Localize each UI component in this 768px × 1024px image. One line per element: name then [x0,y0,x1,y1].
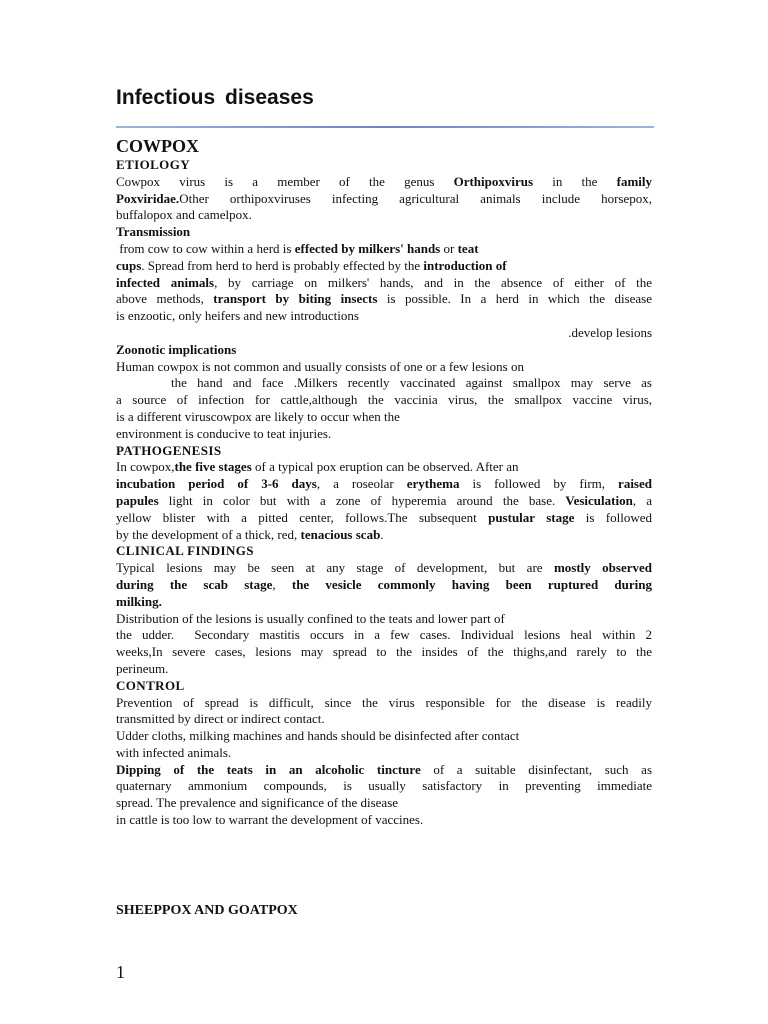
etiology-line: buffalopox and camelpox. [116,207,252,223]
pathogenesis-line: papules light in color but with a zone of hyperemia around the base. Vesiculation, a [116,492,652,508]
transmission-line: cups. Spread from herd to herd is probably effected by the introduction of [116,257,507,273]
clinical-line: Distribution of the lesions is usually confined to the teats and lower part of [116,610,505,626]
etiology-line: Poxviridae.Other orthipoxviruses infecting agricultural animals include horsepox, [116,190,652,206]
header-title: Infectious diseases [116,86,314,109]
transmission-line: above methods, transport by biting insects is possible. In a herd in which the disease [116,291,652,307]
control-line: in cattle is too low to warrant the development of vaccines. [116,812,424,828]
control-line: Prevention of spread is difficult, since the virus responsible for the disease is readily [116,694,652,710]
control-line: transmitted by direct or indirect contact. [116,711,325,727]
transmission-heading: Transmission [116,224,191,240]
pathogenesis-line: incubation period of 3-6 days, a roseolar erythema is followed by firm, raised [116,476,652,492]
cowpox-section [116,133,652,829]
control-heading: CONTROL [116,677,185,693]
transmission-line: .develop lesions [568,324,652,340]
clinical-line: weeks,In severe cases, lesions may spread to the insides of the thighs,and rarely to the [116,644,652,660]
clinical-line: during the scab stage, the vesicle commonly having been ruptured during [116,576,652,592]
control-line: Dipping of the teats in an alcoholic tincture of a suitable disinfectant, such as [116,761,652,777]
control-line: Udder cloths, milking machines and hands should be disinfected after contact [116,728,520,744]
clinical-line: milking. [116,593,162,609]
zoonotic-heading: Zoonotic implications [116,341,237,357]
section-title-sheeppox-goatpox: SHEEPPOX AND GOATPOX [116,903,298,918]
pathogenesis-line: by the development of a thick, red, tenacious scab. [116,526,384,542]
page-number: 1 [116,962,125,982]
section-title-cowpox: COWPOX [116,136,199,156]
etiology-line: Cowpox virus is a member of the genus Orthipoxvirus in the family [116,173,652,189]
pathogenesis-heading: PATHOGENESIS [116,442,222,458]
transmission-line: from cow to cow within a herd is effected by milkers' hands or teat [116,240,479,256]
transmission-line: is enzootic, only heifers and new introductions [116,308,359,324]
control-line: quaternary ammonium compounds, is usually satisfactory in preventing immediate [116,778,652,794]
zoonotic-line: the hand and face .Milkers recently vaccinated against smallpox may serve as [171,375,652,391]
zoonotic-line: is a different viruscowpox are likely to occur when the [116,408,400,424]
etiology-heading: ETIOLOGY [116,157,190,172]
pathogenesis-line: In cowpox,the five stages of a typical pox eruption can be observed. After an [116,459,519,475]
clinical-findings-heading: CLINICAL FINDINGS [116,543,254,559]
zoonotic-line: Human cowpox is not common and usually consists of one or a few lesions on [116,358,524,374]
control-line: spread. The prevalence and significance of the disease [116,795,399,811]
transmission-line: infected animals, by carriage on milkers' hands, and in the absence of either of the [116,274,652,290]
control-line: with infected animals. [116,744,232,760]
header-rule [116,126,654,128]
zoonotic-line: environment is conducive to teat injuries. [116,425,332,441]
clinical-line: Typical lesions may be seen at any stage of development, but are mostly observed [116,560,652,576]
clinical-line: the udder. Secondary mastitis occurs in a few cases. Individual lesions heal within 2 [116,627,652,643]
pathogenesis-line: yellow blister with a pitted center, follows.The subsequent pustular stage is followed [116,509,652,525]
clinical-line: perineum. [116,660,169,676]
zoonotic-line: a source of infection for cattle,although the vaccinia virus, the smallpox vaccine virus, [116,392,652,408]
